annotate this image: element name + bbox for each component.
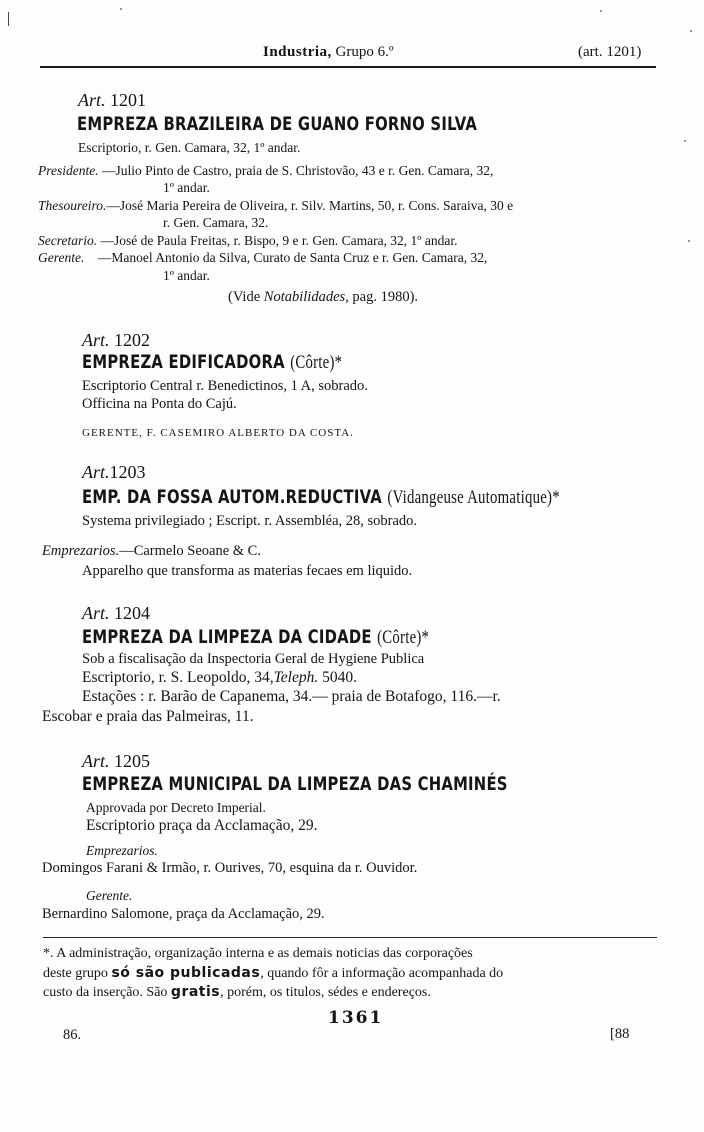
approval-line: Approvada por Decreto Imperial. xyxy=(86,800,266,815)
article-number-1204: Art. 1204 xyxy=(82,603,151,623)
sheet-number: [88 xyxy=(610,1026,630,1042)
scan-speck xyxy=(684,140,686,142)
entrepreneurs-label: Emprezarios. xyxy=(86,843,158,858)
header-rule xyxy=(40,66,656,68)
officer-treasurer: Thesoureiro.—José Maria Pereira de Oliveira, r. Silv. Martins, 50, r. Cons. Saraiva, 30 e xyxy=(38,198,514,213)
officer-manager-cont: 1º andar. xyxy=(163,268,210,283)
article-title-1202: EMPREZA EDIFICADORA (Côrte)* xyxy=(82,351,343,373)
page-number: 1361 xyxy=(328,1008,384,1028)
article-number-1202: Art. 1202 xyxy=(82,330,151,350)
article-title-1203: EMP. DA FOSSA AUTOM.REDUCTIVA (Vidangeuse Automatique)* xyxy=(82,486,560,508)
inspection-line: Sob a fiscalisação da Inspectoria Geral de Hygiene Publica xyxy=(82,651,425,667)
office-address: Escriptorio, r. S. Leopoldo, 34,Teleph. 5040. xyxy=(82,669,357,686)
scan-speck xyxy=(600,10,602,12)
stations-line-cont: Escobar e praia das Palmeiras, 11. xyxy=(42,708,254,725)
manager-text: Bernardino Salomone, praça da Acclamação, 29. xyxy=(42,906,325,922)
scan-speck xyxy=(690,30,692,32)
office-address: Escriptorio Central r. Benedictinos, 1 A, sobrado. xyxy=(82,378,368,394)
article-title-1204: EMPREZA DA LIMPEZA DA CIDADE (Côrte)* xyxy=(82,626,430,648)
article-number-1205: Art. 1205 xyxy=(82,751,151,771)
manager-line: GERENTE, F. CASEMIRO ALBERTO DA COSTA. xyxy=(82,427,354,439)
entrepreneurs-text: Domingos Farani & Irmão, r. Ourives, 70, esquina da r. Ouvidor. xyxy=(42,860,418,876)
stations-line: Estações : r. Barão de Capanema, 34.— praia de Botafogo, 116.—r. xyxy=(82,688,501,705)
manager-label: Gerente. xyxy=(86,888,133,903)
vide-reference: (Vide Notabilidades, pag. 1980). xyxy=(228,289,419,305)
running-header-title: Industria, Grupo 6.º xyxy=(263,44,394,60)
system-note: Systema privilegiado ; Escript. r. Assembléa, 28, sobrado. xyxy=(82,513,418,529)
officer-manager: Gerente. —Manoel Antonio da Silva, Curato de Santa Cruz e r. Gen. Camara, 32, xyxy=(38,250,488,265)
article-title-1201: EMPREZA BRAZILEIRA DE GUANO FORNO SILVA xyxy=(77,113,478,135)
article-number-1201: Art. 1201 xyxy=(78,90,147,110)
office-address: Escriptorio, r. Gen. Camara, 32, 1º andar. xyxy=(78,140,301,155)
footnote-line-1: *. A administração, organização interna e as demais noticias das corporações xyxy=(43,946,473,961)
article-number-1203: Art.1203 xyxy=(82,462,146,482)
officer-secretary: Secretario. —José de Paula Freitas, r. Bispo, 9 e r. Gen. Camara, 32, 1º andar. xyxy=(38,233,458,248)
workshop-address: Officina na Ponta do Cajú. xyxy=(82,396,237,412)
officer-president: Presidente. —Julio Pinto de Castro, praia de S. Christovão, 43 e r. Gen. Camara, 32, xyxy=(38,163,494,178)
footnote-rule xyxy=(43,937,657,938)
article-title-1205: EMPREZA MUNICIPAL DA LIMPEZA DAS CHAMINÉS xyxy=(82,773,508,795)
footnote-line-3: custo da inserção. São gratis, porém, os titulos, sédes e endereços. xyxy=(43,984,431,1000)
officer-president-cont: 1º andar. xyxy=(163,180,210,195)
description-line: Apparelho que transforma as materias fecaes em liquido. xyxy=(82,563,413,579)
footnote-line-2: deste grupo só são publicadas, quando fôr a informação acompanhada do xyxy=(43,965,504,981)
officer-treasurer-cont: r. Gen. Camara, 32. xyxy=(163,215,269,230)
entrepreneurs-line: Emprezarios.—Carmelo Seoane & C. xyxy=(42,543,261,559)
scan-speck xyxy=(688,240,690,242)
office-address: Escriptorio praça da Acclamação, 29. xyxy=(86,817,318,834)
signature-mark: 86. xyxy=(63,1027,82,1043)
scan-speck xyxy=(120,8,122,10)
scan-mark xyxy=(8,12,9,26)
running-header-reference: (art. 1201) xyxy=(578,44,642,60)
